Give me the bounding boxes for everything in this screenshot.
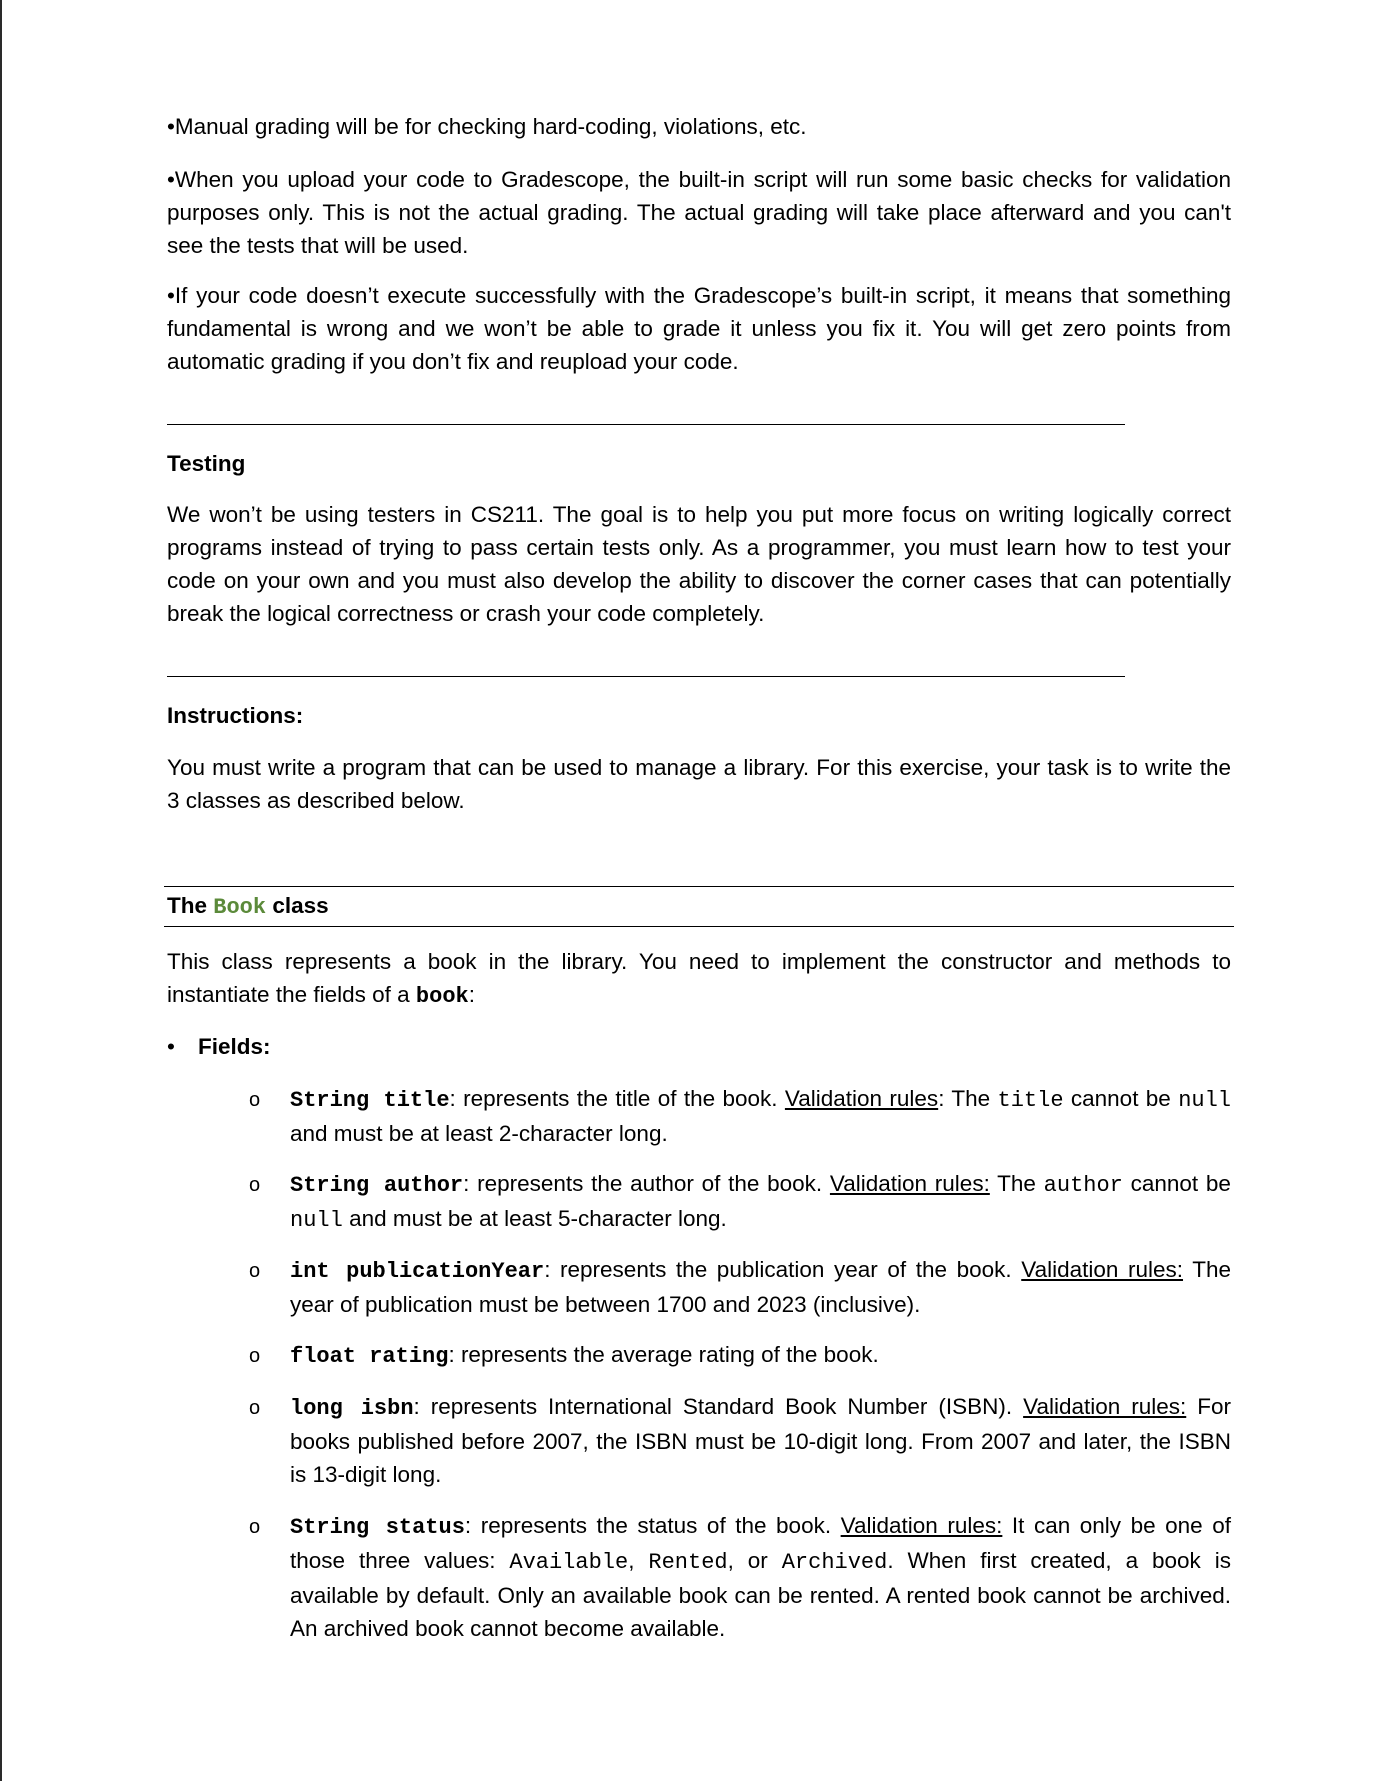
field-status-desc: : represents the status of the book. (464, 1513, 832, 1538)
field-author-decl: String author (290, 1173, 464, 1198)
note-manual-grading: •Manual grading will be for checking hard-coding, violations, etc. (167, 114, 807, 139)
divider (167, 424, 1125, 425)
testing-heading: Testing (167, 451, 246, 476)
divider (167, 676, 1125, 677)
sub-bullet: o (249, 1516, 261, 1538)
book-intro-text: This class represents a book in the library. You need to implement the constructor and methods to instantiate the fields of a (167, 949, 1231, 1007)
field-title-desc: : represents the title of the book. (449, 1086, 778, 1111)
validation-rules-label: Validation rules: (829, 1171, 990, 1196)
validation-rules-label: Validation rules: (840, 1513, 1003, 1538)
field-year-desc: : represents the publication year of the book. (544, 1257, 1012, 1282)
section-top-rule (164, 886, 1234, 887)
field-rating-desc: : represents the average rating of the book. (448, 1342, 879, 1367)
field-author-text: The (997, 1171, 1036, 1196)
book-heading-code: Book (213, 895, 267, 920)
book-class-intro (167, 945, 1231, 1013)
field-title (290, 1082, 1231, 1150)
sub-bullet: o (249, 1174, 261, 1196)
field-status (290, 1509, 1231, 1645)
instructions-heading: Instructions: (167, 703, 304, 728)
instructions-body: You must write a program that can be used to manage a library. For this exercise, your task is to write the 3 classes as described below. (167, 755, 1231, 813)
field-title-decl: String title (290, 1088, 450, 1113)
book-intro-end: : (468, 982, 475, 1007)
field-status-text: . When first created, a book is available by default. Only an available book can be rented. A rented book cannot be archived. An archived book cannot become available. (290, 1548, 1231, 1641)
book-heading-pre: The (167, 893, 208, 918)
sub-bullet: o (249, 1397, 261, 1419)
field-status-text: It can only be one of those three values: (290, 1513, 1231, 1573)
fields-bullet: • (167, 1034, 175, 1059)
field-title-text: : The (938, 1086, 991, 1111)
field-isbn-decl: long isbn (290, 1396, 414, 1421)
validation-rules-label: Validation rules: (1023, 1394, 1187, 1419)
field-status-text: , (628, 1548, 635, 1573)
field-rating (290, 1338, 1231, 1373)
testing-body: We won’t be using testers in CS211. The goal is to help you put more focus on writing logically correct programs instead of trying to pass certain tests only. As a programmer, you must learn how to test your code on your own and you must also develop the ability to discover the corner cases that can potentially break the logical correctness or crash your code completely. (167, 502, 1231, 626)
sub-bullet: o (249, 1345, 261, 1367)
field-status-text: , or (727, 1548, 768, 1573)
book-class-heading (167, 889, 329, 924)
fields-label: Fields: (198, 1034, 271, 1059)
section-bottom-rule (164, 926, 1234, 927)
field-author-text: and must be at least 5-character long. (349, 1206, 727, 1231)
field-isbn (290, 1390, 1231, 1491)
validation-rules-label: Validation rules: (1021, 1257, 1184, 1282)
note-gradescope-upload: •When you upload your code to Gradescope, the built-in script will run some basic checks for validation purposes only. This is not the actual grading. The actual grading will take place afterward and you can't see the tests that will be used. (167, 167, 1231, 258)
status-rented: Rented (648, 1550, 728, 1575)
field-author-text: cannot be (1130, 1171, 1231, 1196)
field-title-null: null (1178, 1088, 1231, 1113)
field-title-text: and must be at least 2-character long. (290, 1121, 668, 1146)
field-status-decl: String status (290, 1515, 465, 1540)
field-author-code: author (1043, 1173, 1123, 1198)
field-title-text: cannot be (1070, 1086, 1171, 1111)
status-archived: Archived (781, 1550, 888, 1575)
field-rating-decl: float rating (290, 1344, 449, 1369)
sub-bullet: o (249, 1260, 261, 1282)
field-author-null: null (290, 1208, 343, 1233)
field-year-text: The year of publication must be between 1700 and 2023 (inclusive). (290, 1257, 1231, 1317)
field-isbn-text: For books published before 2007, the ISBN must be 10-digit long. From 2007 and later, the ISBN is 13-digit long. (290, 1394, 1231, 1487)
sub-bullet: o (249, 1089, 261, 1111)
field-year-decl: int publicationYear (290, 1259, 545, 1284)
field-author-desc: : represents the author of the book. (463, 1171, 823, 1196)
validation-rules-label: Validation rules (784, 1086, 939, 1111)
field-isbn-desc: : represents International Standard Book Number (ISBN). (413, 1394, 1013, 1419)
field-title-code: title (997, 1088, 1064, 1113)
field-publication-year (290, 1253, 1231, 1321)
status-available: Available (509, 1550, 629, 1575)
book-heading-post: class (272, 893, 329, 918)
note-gradescope-failure: •If your code doesn’t execute successfully with the Gradescope’s built-in script, it means that something fundamental is wrong and we won’t be able to grade it unless you fix it. You will get zero points from automatic grading if you don’t fix and reupload your code. (167, 283, 1231, 374)
field-author (290, 1167, 1231, 1237)
book-intro-code: book (415, 984, 469, 1009)
